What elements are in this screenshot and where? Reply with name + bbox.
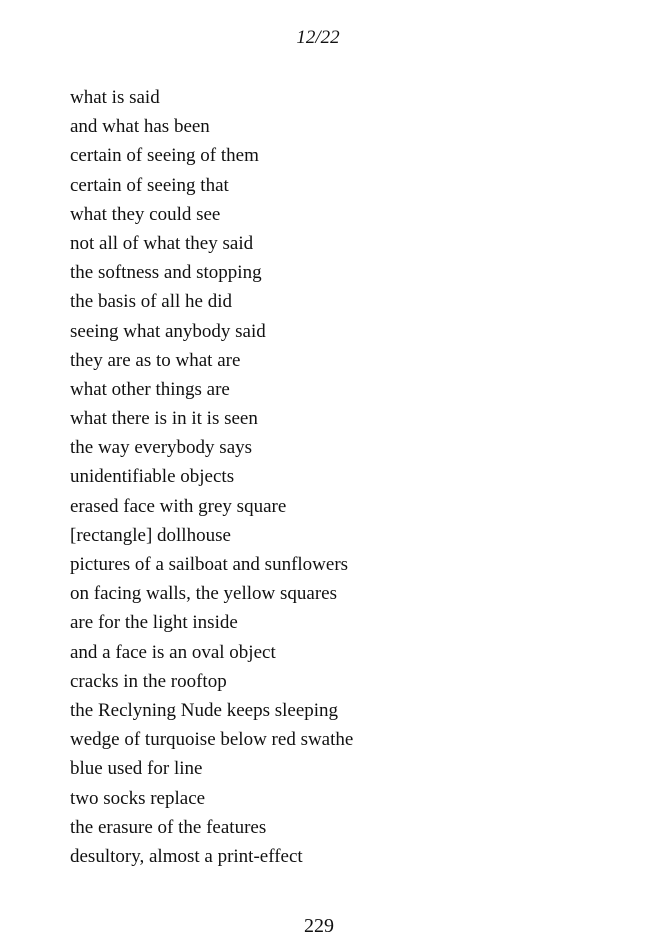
poem-line: seeing what anybody said: [70, 320, 266, 342]
poem-line: what there is in it is seen: [70, 408, 258, 430]
poem-line: the way everybody says: [70, 437, 253, 459]
poem-line: the softness and stopping: [70, 262, 262, 284]
poem-line: not all of what they said: [70, 232, 254, 254]
poem-line: the basis of all he did: [70, 291, 232, 313]
poem-line: pictures of a sailboat and sunflowers: [70, 554, 349, 575]
poem-line: cracks in the rooftop: [70, 670, 227, 692]
page-title: 12/22: [296, 27, 340, 48]
poem-line: what they could see: [70, 203, 221, 225]
poem-line: they are as to what are: [70, 349, 241, 371]
page-number: 229: [304, 915, 334, 937]
poem-line: erased face with grey square: [70, 495, 287, 517]
poem-line: blue used for line: [70, 758, 203, 780]
poem-body: [70, 83, 590, 871]
poem-line: and what has been: [70, 116, 210, 138]
poem-line: what other things are: [70, 378, 230, 400]
poem-line: the erasure of the features: [70, 816, 267, 838]
poem-line: desultory, almost a print-effect: [70, 845, 303, 867]
poem-line: certain of seeing of them: [70, 145, 259, 167]
poem-line: wedge of turquoise below red swathe: [70, 729, 354, 751]
poem-line: two socks replace: [70, 787, 206, 809]
poem-line: and a face is an oval object: [70, 641, 276, 663]
poem-line: unidentifiable objects: [70, 466, 235, 488]
poem-line: what is said: [70, 87, 160, 108]
poem-line: [rectangle] dollhouse: [70, 524, 231, 546]
poem-line: are for the light inside: [70, 612, 238, 634]
poem-line: certain of seeing that: [70, 174, 229, 196]
poem-line: the Reclyning Nude keeps sleeping: [70, 699, 339, 721]
poem-line: on facing walls, the yellow squares: [70, 583, 337, 605]
